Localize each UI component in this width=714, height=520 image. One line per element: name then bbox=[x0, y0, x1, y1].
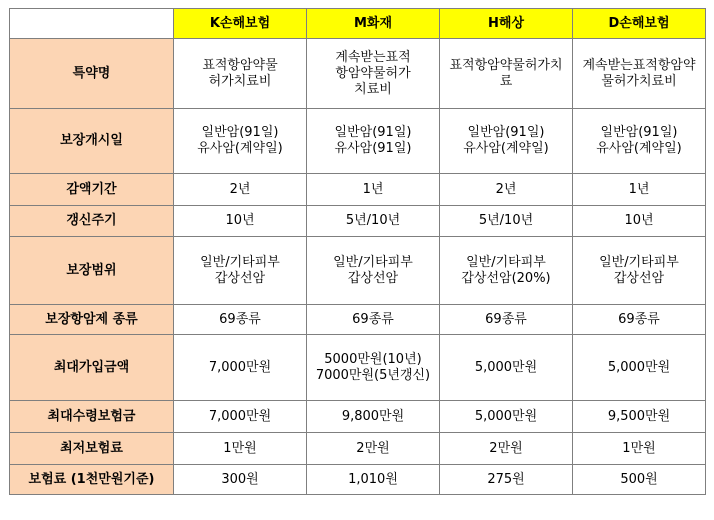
row-label: 보장항암제 종류 bbox=[10, 305, 174, 335]
table-row bbox=[10, 109, 706, 174]
row-label: 최대가입금액 bbox=[10, 335, 174, 401]
row-label: 최대수령보험금 bbox=[10, 401, 174, 433]
table-cell: 1만원 bbox=[573, 433, 706, 465]
table-row bbox=[10, 237, 706, 305]
comparison-table bbox=[9, 8, 706, 495]
table-cell: 1년 bbox=[307, 174, 440, 206]
table-cell: 69종류 bbox=[573, 305, 706, 335]
row-label: 갱신주기 bbox=[10, 206, 174, 237]
table-cell: 1만원 bbox=[174, 433, 307, 465]
company-header: H해상 bbox=[440, 9, 573, 39]
table-cell: 표적항암약물 허가치료비 bbox=[174, 39, 307, 109]
header-row bbox=[10, 9, 706, 39]
table-cell: 69종류 bbox=[307, 305, 440, 335]
table-cell: 일반암(91일) 유사암(91일) bbox=[307, 109, 440, 174]
table-cell: 500원 bbox=[573, 465, 706, 495]
table-cell: 5,000만원 bbox=[440, 335, 573, 401]
table-cell: 300원 bbox=[174, 465, 307, 495]
table-row bbox=[10, 39, 706, 109]
table-cell: 275원 bbox=[440, 465, 573, 495]
table-cell: 10년 bbox=[573, 206, 706, 237]
table-cell: 2년 bbox=[440, 174, 573, 206]
table-cell: 계속받는표적 항암약물허가 치료비 bbox=[307, 39, 440, 109]
company-header: M화재 bbox=[307, 9, 440, 39]
table-cell: 5000만원(10년) 7000만원(5년갱신) bbox=[307, 335, 440, 401]
table-cell: 계속받는표적항암약 물허가치료비 bbox=[573, 39, 706, 109]
table-cell: 5년/10년 bbox=[440, 206, 573, 237]
row-label: 보장개시일 bbox=[10, 109, 174, 174]
row-label: 최저보험료 bbox=[10, 433, 174, 465]
company-header: D손해보험 bbox=[573, 9, 706, 39]
table-cell: 1,010원 bbox=[307, 465, 440, 495]
row-label: 특약명 bbox=[10, 39, 174, 109]
table-row bbox=[10, 206, 706, 237]
table-row bbox=[10, 335, 706, 401]
table-row bbox=[10, 305, 706, 335]
table-row bbox=[10, 433, 706, 465]
row-label: 보험료 (1천만원기준) bbox=[10, 465, 174, 495]
table-cell: 2만원 bbox=[307, 433, 440, 465]
table-row bbox=[10, 174, 706, 206]
table-cell: 일반암(91일) 유사암(계약일) bbox=[440, 109, 573, 174]
table-cell: 69종류 bbox=[174, 305, 307, 335]
row-label: 감액기간 bbox=[10, 174, 174, 206]
table-cell: 1년 bbox=[573, 174, 706, 206]
table-cell: 9,500만원 bbox=[573, 401, 706, 433]
table-cell: 10년 bbox=[174, 206, 307, 237]
row-label: 보장범위 bbox=[10, 237, 174, 305]
table-cell: 5,000만원 bbox=[440, 401, 573, 433]
table-row bbox=[10, 465, 706, 495]
table-cell: 일반/기타피부 갑상선암 bbox=[307, 237, 440, 305]
table-cell: 일반암(91일) 유사암(계약일) bbox=[174, 109, 307, 174]
table-cell: 7,000만원 bbox=[174, 401, 307, 433]
table-cell: 69종류 bbox=[440, 305, 573, 335]
table-cell: 2년 bbox=[174, 174, 307, 206]
table-cell: 일반/기타피부 갑상선암 bbox=[174, 237, 307, 305]
table-cell: 9,800만원 bbox=[307, 401, 440, 433]
table-cell: 5년/10년 bbox=[307, 206, 440, 237]
corner-cell bbox=[10, 9, 174, 39]
table-cell: 일반암(91일) 유사암(계약일) bbox=[573, 109, 706, 174]
table-cell: 일반/기타피부 갑상선암(20%) bbox=[440, 237, 573, 305]
table-cell: 일반/기타피부 갑상선암 bbox=[573, 237, 706, 305]
table-cell: 표적항암약물허가치 료 bbox=[440, 39, 573, 109]
company-header: K손해보험 bbox=[174, 9, 307, 39]
table-row bbox=[10, 401, 706, 433]
table-cell: 7,000만원 bbox=[174, 335, 307, 401]
table-cell: 5,000만원 bbox=[573, 335, 706, 401]
table-cell: 2만원 bbox=[440, 433, 573, 465]
